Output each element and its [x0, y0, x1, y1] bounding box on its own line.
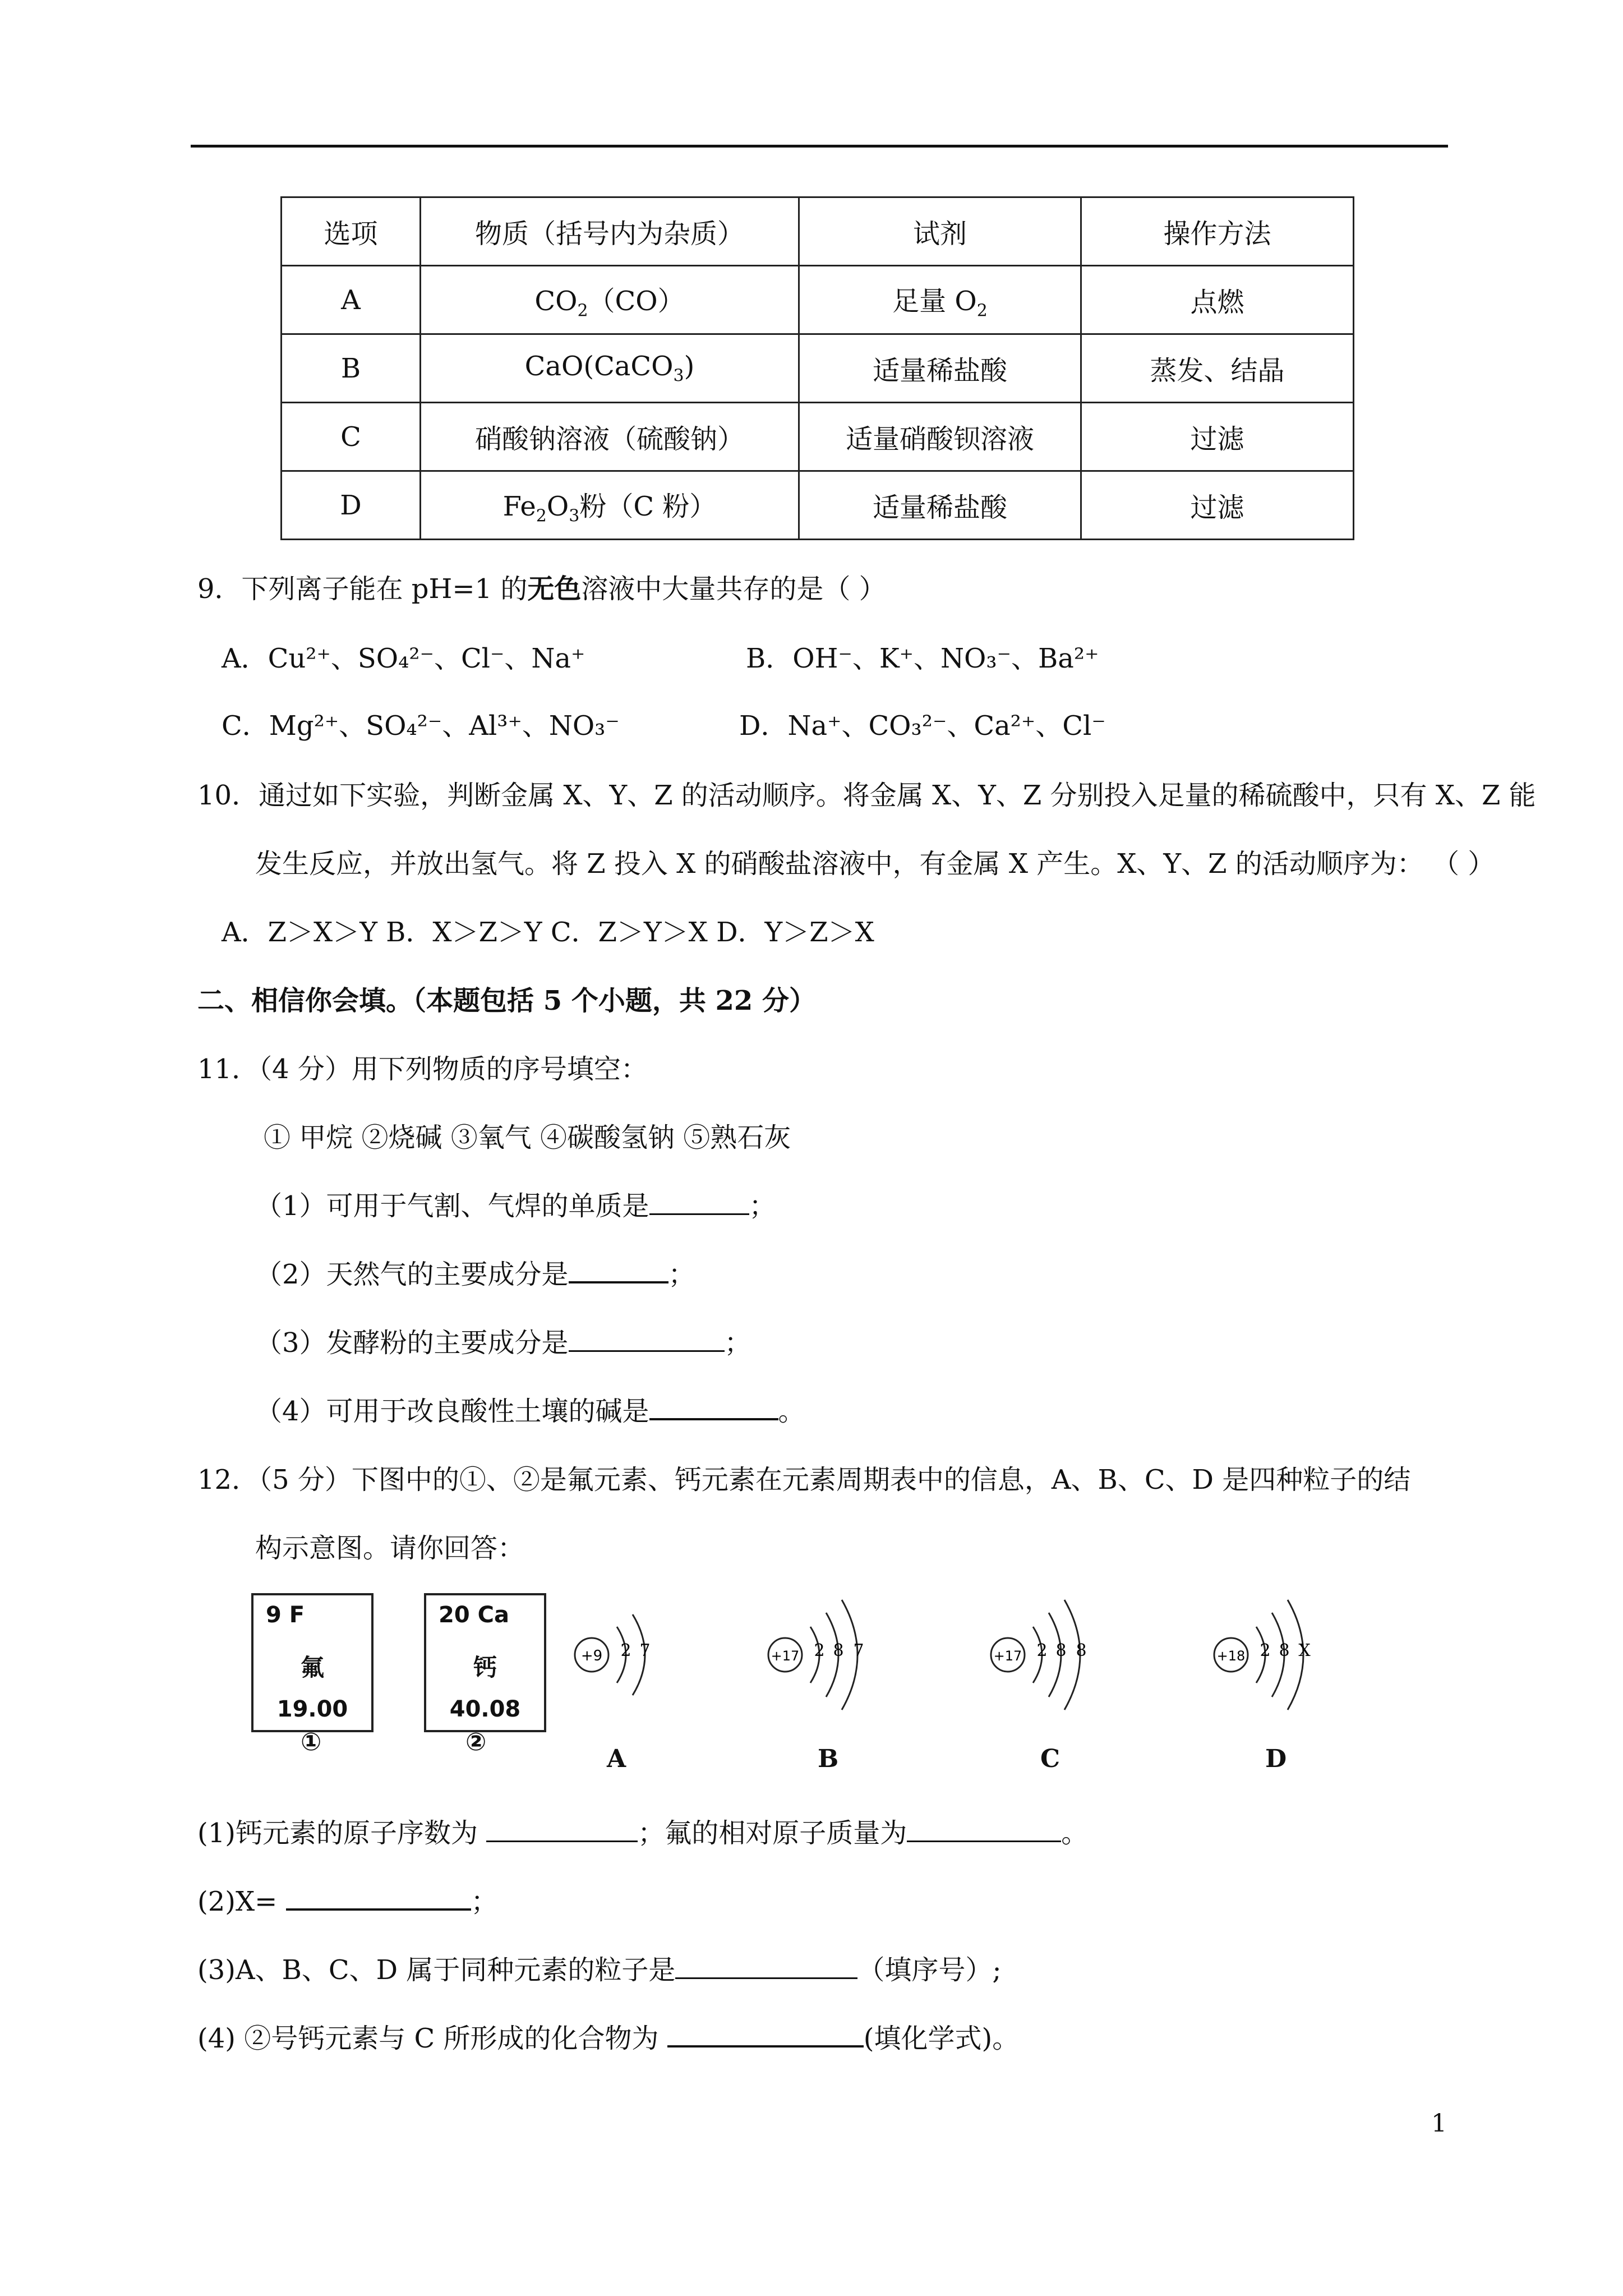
q10-stem-line2: 发生反应，并放出氢气。将 Z 投入 X 的硝酸盐溶液中，有金属 X 产生。X、Y、Z 的活动顺序为： （ ） — [255, 848, 1495, 880]
shell-electrons: 2 — [814, 1641, 825, 1660]
shell-electrons: 2 — [1036, 1641, 1048, 1660]
element-card-fluorine — [251, 1593, 374, 1732]
substance-cell: 硝酸钠溶液（硫酸钠） — [421, 403, 799, 471]
shell-electrons: X — [1298, 1641, 1311, 1660]
method-cell: 过滤 — [1081, 403, 1354, 471]
q11-part3: （3）发酵粉的主要成分是 ； — [255, 1325, 751, 1361]
answer-blank[interactable] — [649, 1189, 749, 1215]
element-symbol: 20 Ca — [439, 1602, 509, 1628]
element-card-calcium — [424, 1593, 546, 1732]
answer-blank[interactable] — [649, 1393, 778, 1420]
element-symbol: 9 F — [266, 1602, 305, 1628]
element-mass: 40.08 — [449, 1696, 521, 1722]
q9-option-a: A．Cu²⁺、SO₄²⁻、Cl⁻、Na⁺ — [222, 643, 585, 674]
shell-electrons: 2 — [1260, 1641, 1271, 1660]
q11-part4: （4）可用于改良酸性土壤的碱是 。 — [255, 1393, 805, 1429]
table-header-cell: 试剂 — [799, 197, 1081, 266]
table-header-cell: 操作方法 — [1081, 197, 1354, 266]
answer-blank[interactable] — [286, 1884, 471, 1911]
page-number: 1 — [1431, 2109, 1447, 2138]
nucleus-charge: +9 — [580, 1648, 603, 1664]
q11-part2: （2）天然气的主要成分是 ； — [255, 1257, 695, 1292]
method-cell: 蒸发、结晶 — [1081, 334, 1354, 403]
q9-option-d: D．Na⁺、CO₃²⁻、Ca²⁺、Cl⁻ — [739, 710, 1106, 742]
card-label: ① — [301, 1728, 322, 1756]
answer-blank[interactable] — [667, 2021, 864, 2047]
atom-label: A — [607, 1745, 626, 1773]
reagent-cell: 适量稀盐酸 — [799, 471, 1081, 540]
shell-electrons: 2 — [620, 1641, 631, 1660]
option-letter: C — [282, 403, 421, 471]
answer-blank[interactable] — [569, 1326, 725, 1352]
q12-sub2: (2)X= ； — [197, 1884, 498, 1920]
table-header-cell: 物质（括号内为杂质） — [421, 197, 799, 266]
table-row — [282, 403, 1354, 471]
nucleus-charge: +18 — [1216, 1648, 1246, 1664]
table-row — [282, 471, 1354, 540]
table-row — [282, 334, 1354, 403]
answer-blank[interactable] — [486, 1816, 638, 1842]
section-heading: 二、相信你会填。（本题包括 5 个小题，共 22 分） — [197, 985, 817, 1016]
element-name: 钙 — [473, 1654, 497, 1681]
option-letter: A — [282, 266, 421, 334]
shell-electrons: 8 — [1055, 1641, 1067, 1660]
atom-diagram-a — [566, 1593, 701, 1717]
answer-blank[interactable] — [907, 1816, 1061, 1842]
q12-sub3: (3)A、B、C、D 属于同种元素的粒子是 （填序号）; — [197, 1952, 1002, 1988]
shell-electrons: 8 — [1279, 1641, 1290, 1660]
q12-sub4: (4) ②号钙元素与 C 所形成的化合物为 (填化学式)。 — [197, 2021, 1019, 2056]
table-header-row — [282, 197, 1354, 266]
nucleus-charge: +17 — [771, 1648, 800, 1664]
q12-stem-line1: 12．（5 分）下图中的①、②是氟元素、钙元素在元素周期表中的信息，A、B、C、D 是四种粒子的结 — [197, 1464, 1411, 1496]
reagent-cell: 足量 $O_2$ — [799, 266, 1081, 334]
q9-stem: 9．下列离子能在 pH=1 的无色溶液中大量共存的是（ ） — [197, 573, 886, 605]
method-cell: 过滤 — [1081, 471, 1354, 540]
q11-part1: （1）可用于气割、气焊的单质是 ； — [255, 1188, 776, 1224]
shell-electrons: 8 — [833, 1641, 844, 1660]
method-cell: 点燃 — [1081, 266, 1354, 334]
option-letter: B — [282, 334, 421, 403]
q10-stem-line1: 10．通过如下实验，判断金属 X、Y、Z 的活动顺序。将金属 X、Y、Z 分别投入足量的稀硫酸中，只有 X、Z 能 — [197, 780, 1536, 811]
q11-substances: ① 甲烷 ②烧碱 ③氧气 ④碳酸氢钠 ⑤熟石灰 — [264, 1122, 791, 1153]
q12-stem-line2: 构示意图。请你回答： — [255, 1533, 525, 1564]
answer-blank[interactable] — [569, 1257, 668, 1283]
q10-options: A．Z＞X＞Y B．X＞Z＞Y C．Z＞Y＞X D．Y＞Z＞X — [222, 917, 874, 948]
shell-electrons: 7 — [639, 1641, 651, 1660]
q9-option-b: B．OH⁻、K⁺、NO₃⁻、Ba²⁺ — [746, 643, 1099, 674]
substance-cell: CaO(CaCO$_3$) — [421, 334, 799, 403]
shell-electrons: 8 — [1076, 1641, 1087, 1660]
atom-label: B — [818, 1745, 839, 1773]
element-mass: 19.00 — [276, 1696, 348, 1722]
atom-diagram-d — [1206, 1588, 1363, 1722]
table-header-cell: 选项 — [282, 197, 421, 266]
atom-label: C — [1040, 1745, 1061, 1773]
options-table — [280, 196, 1354, 540]
option-letter: D — [282, 471, 421, 540]
atom-label: D — [1265, 1745, 1287, 1773]
table-row — [282, 266, 1354, 334]
substance-cell: $Fe_2O_3$粉（C 粉） — [421, 471, 799, 540]
shell-electrons: 7 — [853, 1641, 864, 1660]
q11-stem: 11．（4 分）用下列物质的序号填空： — [197, 1053, 648, 1085]
element-name: 氟 — [300, 1654, 324, 1681]
q12-sub1: (1)钙元素的原子序数为 ；氟的相对原子质量为 。 — [197, 1815, 1088, 1851]
reagent-cell: 适量硝酸钡溶液 — [799, 403, 1081, 471]
card-label: ② — [465, 1728, 487, 1756]
answer-blank[interactable] — [675, 1953, 857, 1979]
q9-option-c: C．Mg²⁺、SO₄²⁻、Al³⁺、NO₃⁻ — [222, 710, 620, 742]
atom-diagram-b — [760, 1588, 917, 1722]
substance-cell: $CO_2(CO)$ — [421, 266, 799, 334]
reagent-cell: 适量稀盐酸 — [799, 334, 1081, 403]
header-rule — [191, 145, 1448, 148]
atom-diagram-c — [983, 1588, 1140, 1722]
nucleus-charge: +17 — [993, 1648, 1022, 1664]
